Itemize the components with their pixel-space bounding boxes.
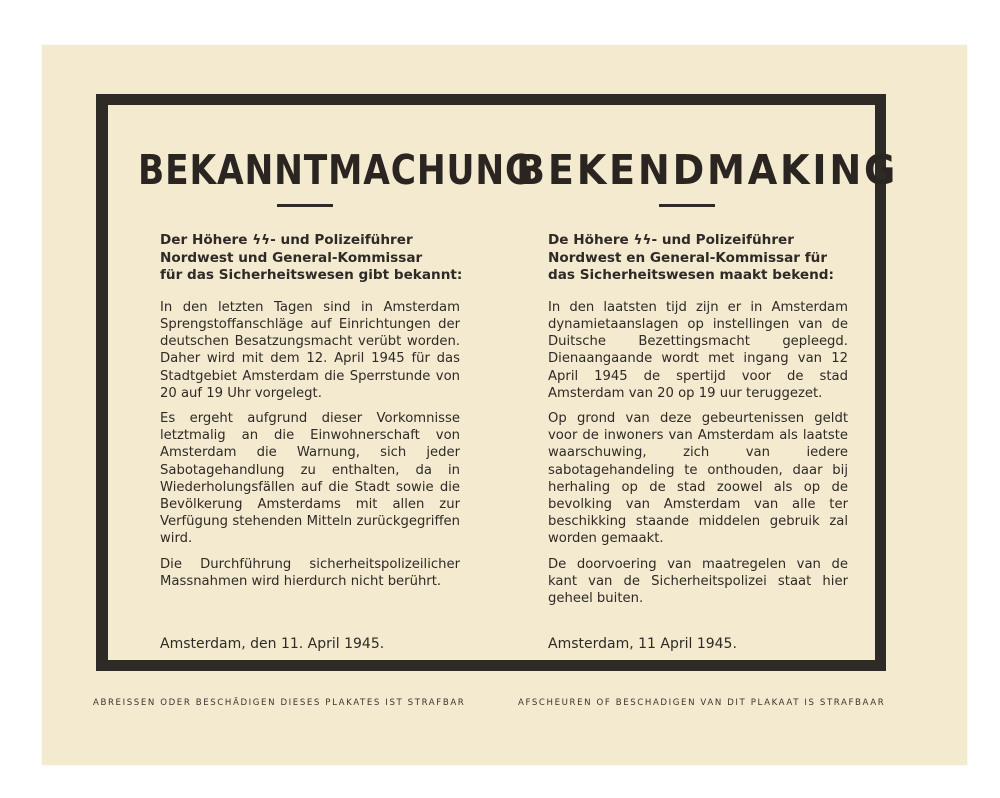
german-footer-warning: ABREISSEN ODER BESCHÄDIGEN DIESES PLAKATES IST STRAFBAR — [93, 698, 466, 708]
headline-german: BEKANNTMACHUNG — [138, 146, 535, 194]
dutch-paragraph-1: In den laatsten tijd zijn er in Amsterdam dynamietaanslagen op instellingen van de Duitsche Bezettingsmacht gepleegd. Dienaangaande wordt met ingang van 12 April 1945 de spertijd voor de stad Amsterdam van 20 op 19 uur teruggezet. — [548, 299, 848, 401]
dutch-paragraph-2: Op grond van deze gebeurtenissen geldt voor de inwoners van Amsterdam als laatste waarschuwing, zich van iedere sabotagehandeling te onthouden, daar bij herhaling op de stad zoowel als op de bevolking van Amsterdam van alle ter beschikking staande middelen gebruik zal worden gemaakt. — [548, 411, 848, 547]
dutch-date: Amsterdam, 11 April 1945. — [548, 636, 737, 652]
german-intro — [160, 232, 463, 285]
german-intro-line: Nordwest und General-Kommissar — [160, 249, 423, 266]
dutch-paragraph-3: De doorvoering van maatregelen van de kant van de Sicherheitspolizei staat hier geheel buiten. — [548, 556, 848, 607]
german-paragraph-2: Es ergeht aufgrund dieser Vorkomnisse letztmalig an die Einwohnerschaft von Amsterdam die Warnung, sich jeder Sabotagehandlung zu enthalten, da in Wiederholungsfällen auf die Stadt sowie die Bevölkerung Amsterdams mit allen zur Verfügung stehenden Mitteln zurückgegriffen wird. — [160, 411, 460, 547]
dutch-intro — [548, 232, 848, 285]
german-paragraph-3: Die Durchführung sicherheitspolizeilicher Massnahmen wird hierdurch nicht berührt. — [160, 556, 460, 589]
german-column — [160, 232, 463, 590]
german-intro-line: Der Höhere ϟϟ- und Polizeiführer — [160, 232, 413, 248]
dutch-footer-warning: AFSCHEUREN OF BESCHADIGEN VAN DIT PLAKAAT IS STRAFBAAR — [518, 698, 886, 708]
dutch-column — [548, 232, 848, 607]
dutch-intro-line: Nordwest en General-Kommissar für — [548, 249, 828, 266]
dutch-intro-line: das Sicherheitswesen maakt bekend: — [548, 267, 834, 284]
german-date: Amsterdam, den 11. April 1945. — [160, 636, 385, 652]
divider-rule-german — [277, 204, 333, 207]
german-paragraph-1: In den letzten Tagen sind in Amsterdam Sprengstoffanschläge auf Einrichtungen der deutschen Besatzungsmacht verübt worden. Daher wird mit dem 12. April 1945 für das Stadtgebiet Amsterdam die Sperrstunde von 20 auf 19 Uhr vorgelegt. — [160, 299, 460, 401]
divider-rule-dutch — [659, 204, 715, 207]
dutch-intro-line: De Höhere ϟϟ- und Polizeiführer — [548, 232, 794, 248]
german-intro-line: für das Sicherheitswesen gibt bekannt: — [160, 267, 463, 284]
headline-dutch: BEKENDMAKING — [516, 146, 899, 194]
